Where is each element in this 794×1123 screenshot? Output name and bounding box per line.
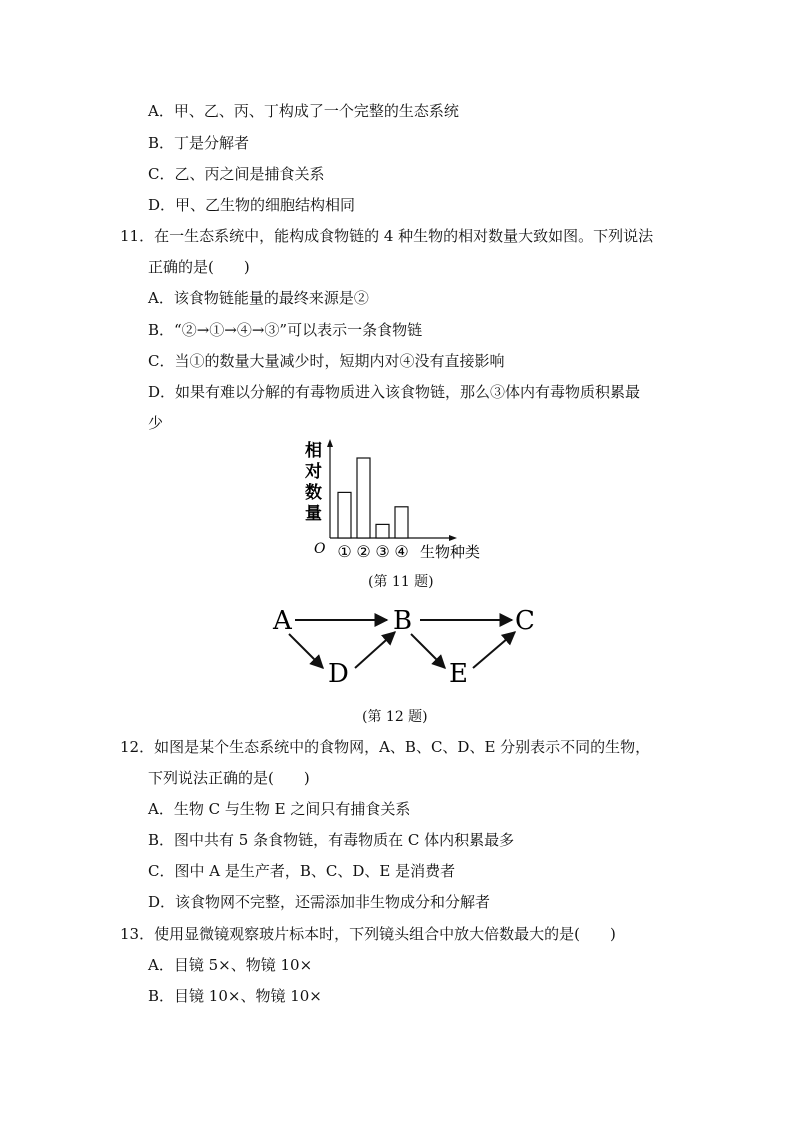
node-e: E: [449, 659, 468, 689]
q10-option-d: D．甲、乙生物的细胞结构相同: [148, 196, 356, 214]
q12-caption: (第 12 题): [362, 709, 428, 725]
node-d: D: [328, 659, 349, 689]
q11-stem-line1: 11．在一生态系统中，能构成食物链的 4 种生物的相对数量大致如图。下列说法: [120, 227, 654, 245]
q13-option-a: A．目镜 5×、物镜 10×: [148, 956, 313, 974]
q12-stem-line1: 12．如图是某个生态系统中的食物网，A、B、C、D、E 分别表示不同的生物，: [120, 738, 651, 756]
y-axis-label: [305, 440, 322, 524]
q11-bar-chart: [300, 436, 500, 566]
q10-option-b: B．丁是分解者: [148, 134, 250, 152]
y-label-char-4: 量: [305, 504, 322, 524]
x-tick-label-2: ②: [356, 542, 371, 561]
origin-label: O: [314, 541, 326, 557]
q12-option-d: D．该食物网不完整，还需添加非生物成分和分解者: [148, 893, 491, 911]
q13-stem: 13．使用显微镜观察玻片标本时，下列镜头组合中放大倍数最大的是( ): [120, 925, 616, 943]
x-tick-labels: [337, 542, 408, 561]
q11-caption: (第 11 题): [368, 574, 434, 590]
q11-option-b: B．“②→①→④→③”可以表示一条食物链: [148, 321, 423, 339]
q10-option-c: C．乙、丙之间是捕食关系: [148, 165, 325, 183]
bar-4: [395, 507, 408, 538]
q11-option-c: C．当①的数量大量减少时，短期内对④没有直接影响: [148, 352, 505, 370]
q12-food-web-diagram: [265, 598, 545, 693]
node-b: B: [393, 606, 413, 636]
bar-1: [338, 492, 351, 538]
x-tick-label-3: ③: [375, 542, 390, 561]
bar-2: [357, 458, 370, 538]
x-tick-label-1: ①: [337, 542, 352, 561]
q12-option-a: A．生物 C 与生物 E 之间只有捕食关系: [148, 800, 411, 818]
edge-b-e: [411, 634, 445, 668]
edge-e-c: [473, 632, 515, 668]
q11-option-d-cont: 少: [148, 414, 164, 432]
y-axis-arrow: [327, 439, 333, 447]
x-axis-arrow: [449, 535, 457, 541]
edge-d-b: [355, 632, 395, 668]
q11-option-a: A．该食物链能量的最终来源是②: [148, 289, 369, 307]
node-c: C: [515, 606, 535, 636]
q12-option-c: C．图中 A 是生产者，B、C、D、E 是消费者: [148, 862, 456, 880]
bars: [338, 458, 408, 538]
y-label-char-2: 对: [305, 462, 322, 482]
q11-stem-line2: 正确的是( ): [148, 258, 250, 276]
x-tick-label-4: ④: [394, 542, 409, 561]
q12-stem-line2: 下列说法正确的是( ): [148, 769, 310, 787]
q13-option-b: B．目镜 10×、物镜 10×: [148, 987, 322, 1005]
bar-3: [376, 524, 389, 538]
q10-option-a: A．甲、乙、丙、丁构成了一个完整的生态系统: [148, 102, 459, 120]
edge-a-d: [289, 634, 323, 668]
q11-option-d: D．如果有难以分解的有毒物质进入该食物链，那么③体内有毒物质积累最: [148, 383, 641, 401]
y-label-char-3: 数: [305, 483, 322, 503]
q12-option-b: B．图中共有 5 条食物链，有毒物质在 C 体内积累最多: [148, 831, 515, 849]
x-axis-label: 生物种类: [420, 543, 481, 561]
y-label-char-1: 相: [305, 441, 322, 461]
node-a: A: [273, 606, 292, 636]
